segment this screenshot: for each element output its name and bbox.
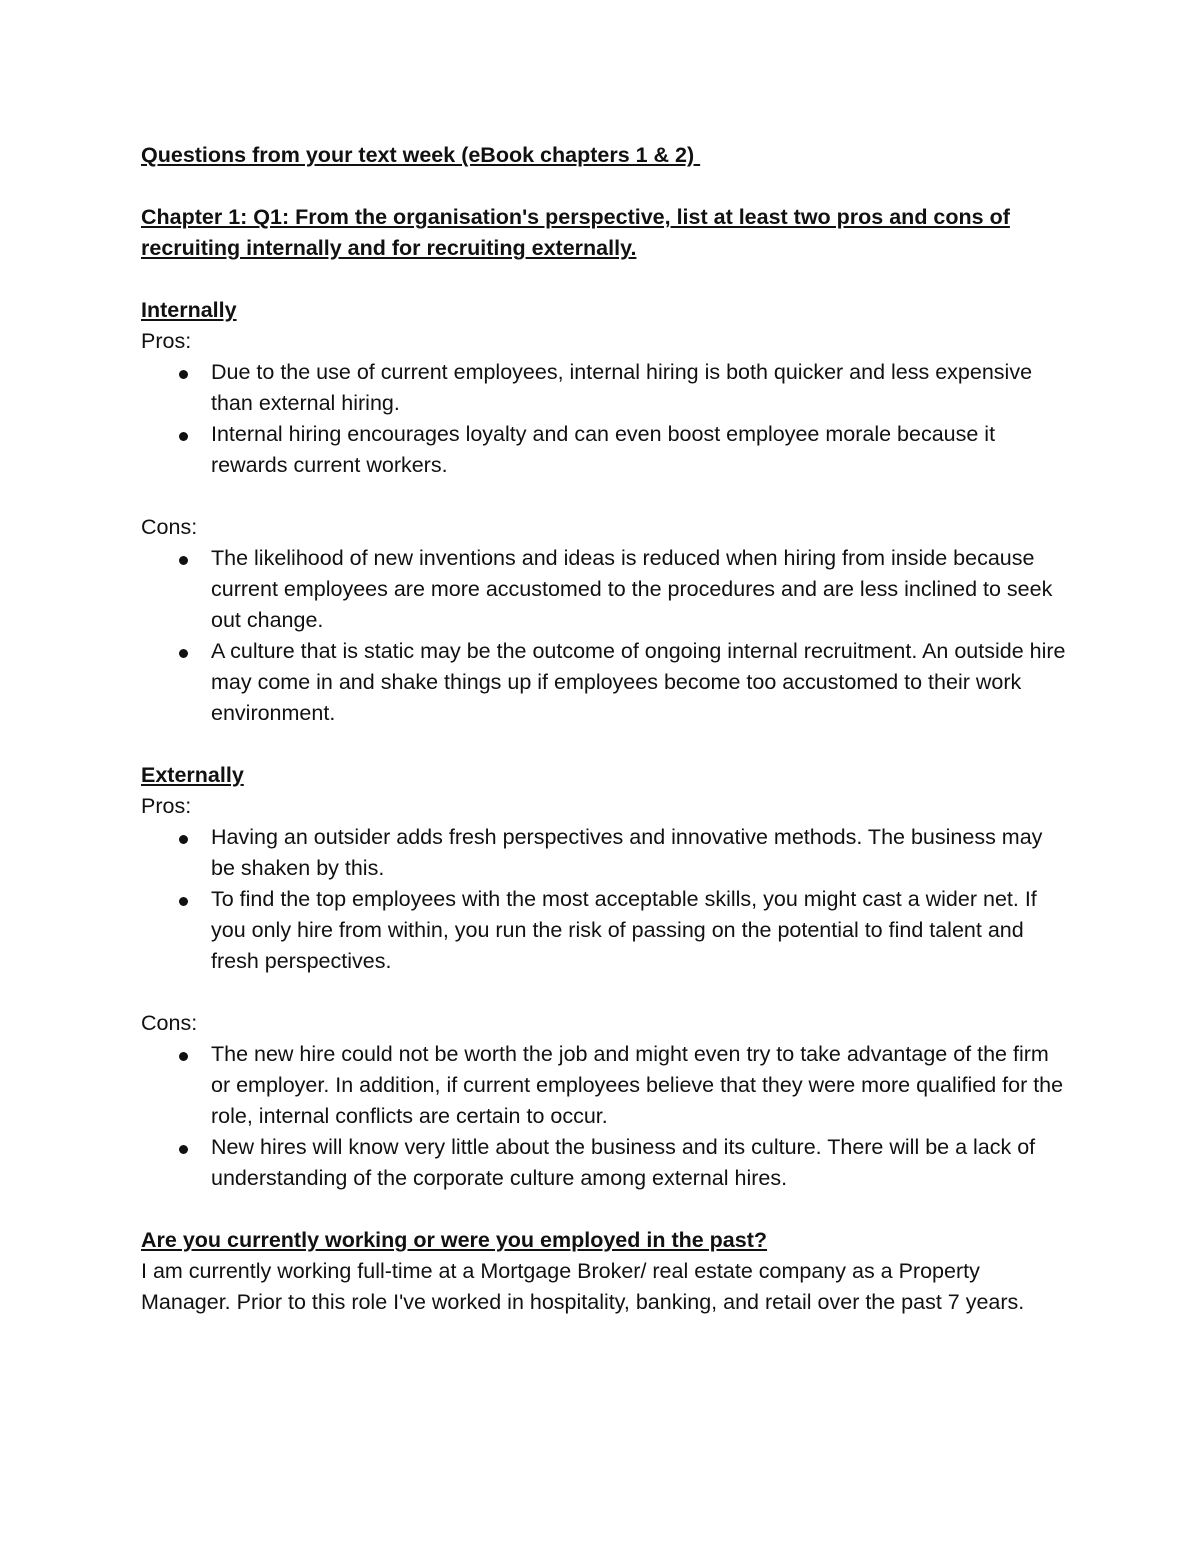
spacer [141, 1194, 1071, 1225]
list-item [141, 543, 1071, 636]
list-item-text: New hires will know very little about the business and its culture. There will be a lack of understanding of the corporate culture among external hires. [211, 1135, 1036, 1190]
bullet-icon [179, 1052, 188, 1061]
spacer [141, 481, 1071, 512]
list-item [141, 357, 1071, 419]
list-item-text: A culture that is static may be the outcome of ongoing internal recruitment. An outside hire may come in and shake things up if employees become too accustomed to their work environment. [211, 639, 1066, 725]
list-item-text: Internal hiring encourages loyalty and can even boost employee morale because it rewards current workers. [211, 422, 996, 477]
list-item [141, 419, 1071, 481]
externally-cons-list [141, 1039, 1071, 1194]
externally-pros-list [141, 822, 1071, 977]
internally-cons-list [141, 543, 1071, 729]
internally-pros-list [141, 357, 1071, 481]
spacer [141, 729, 1071, 760]
internally-heading: Internally [141, 298, 237, 322]
list-item-text: Having an outsider adds fresh perspectives and innovative methods. The business may be shaken by this. [211, 825, 1043, 880]
list-item [141, 1132, 1071, 1194]
spacer [141, 171, 1071, 202]
spacer [141, 264, 1071, 295]
externally-pros-label: Pros: [141, 794, 192, 818]
externally-heading: Externally [141, 763, 244, 787]
employment-answer: I am currently working full-time at a Mortgage Broker/ real estate company as a Property Manager. Prior to this role I've worked in hospitality, banking, and retail over the past 7 years. [141, 1259, 1025, 1314]
bullet-icon [179, 556, 188, 565]
document-heading: Questions from your text week (eBook chapters 1 & 2) [141, 143, 701, 167]
employment-question: Are you currently working or were you employed in the past? [141, 1228, 768, 1252]
list-item-text: Due to the use of current employees, internal hiring is both quicker and less expensive than external hiring. [211, 360, 1033, 415]
spacer [141, 977, 1071, 1008]
chapter-question: Chapter 1: Q1: From the organisation's perspective, list at least two pros and cons of recruiting internally and for recruiting externally. [141, 205, 1010, 260]
bullet-icon [179, 835, 188, 844]
list-item [141, 884, 1071, 977]
list-item [141, 636, 1071, 729]
bullet-icon [179, 370, 188, 379]
list-item [141, 822, 1071, 884]
document-page [141, 140, 1071, 1318]
internally-cons-label: Cons: [141, 515, 198, 539]
bullet-icon [179, 1145, 188, 1154]
externally-cons-label: Cons: [141, 1011, 198, 1035]
list-item-text: To find the top employees with the most acceptable skills, you might cast a wider net. If you only hire from within, you run the risk of passing on the potential to find talent and fresh perspectives. [211, 887, 1037, 973]
list-item-text: The likelihood of new inventions and ideas is reduced when hiring from inside because current employees are more accustomed to the procedures and are less inclined to seek out change. [211, 546, 1053, 632]
internally-pros-label: Pros: [141, 329, 192, 353]
bullet-icon [179, 649, 188, 658]
bullet-icon [179, 897, 188, 906]
list-item-text: The new hire could not be worth the job and might even try to take advantage of the firm or employer. In addition, if current employees believe that they were more qualified for the role, internal conflicts are certain to occur. [211, 1042, 1064, 1128]
bullet-icon [179, 432, 188, 441]
list-item [141, 1039, 1071, 1132]
